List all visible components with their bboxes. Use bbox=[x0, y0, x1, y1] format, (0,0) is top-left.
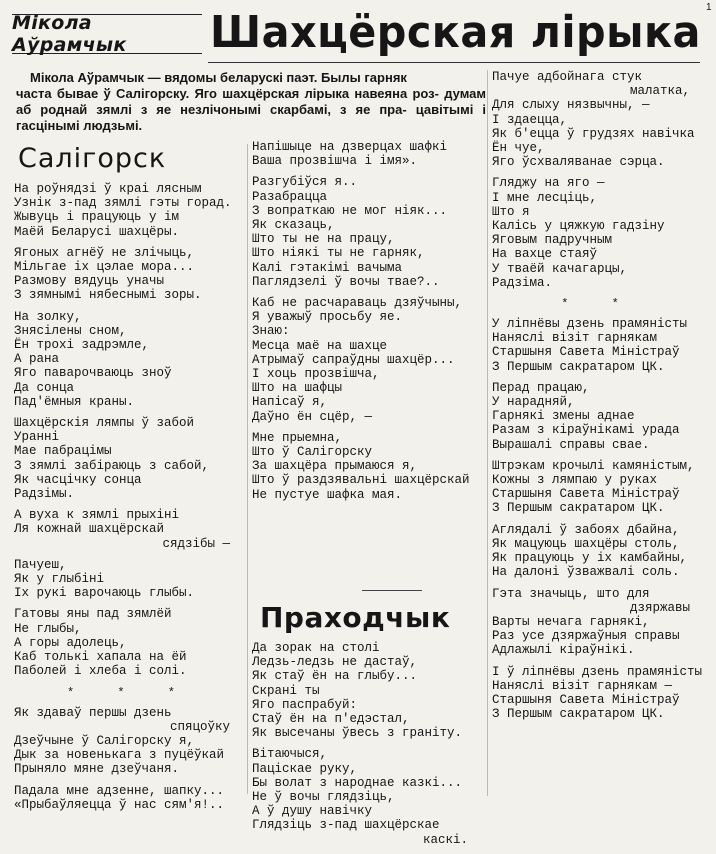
verse-line: На роўнядзі ў краі лясным bbox=[14, 182, 202, 196]
verse-line: Дзеўчыне ў Салігорску я, bbox=[14, 733, 195, 748]
section-stars: * * bbox=[561, 297, 637, 312]
verse-line: Мае пабрацімы bbox=[14, 444, 112, 459]
verse-line: На далоні ўзважвалі соль. bbox=[492, 565, 680, 580]
verse-line: каскі. bbox=[422, 832, 468, 847]
verse-line: З Першым сакратаром ЦК. bbox=[492, 501, 665, 516]
verse-line: З вопраткаю не мог ніяк... bbox=[252, 203, 448, 218]
verse-line: Не пустуе шафка мая. bbox=[252, 487, 403, 502]
verse-line: Як б'ецца ў грудзях навічка bbox=[492, 126, 695, 141]
verse-line: Старшыня Савета Міністраў bbox=[492, 692, 680, 707]
stanza bbox=[14, 558, 246, 601]
stanza bbox=[14, 246, 246, 303]
verse-line: Паціскае руку, bbox=[252, 761, 358, 776]
stanza bbox=[492, 381, 706, 452]
verse-line: Як у глыбіні bbox=[14, 572, 105, 587]
intro-line: цавітымі і гасцінымі людзьмі. bbox=[16, 102, 486, 133]
verse-line: Старшыня Савета Міністраў bbox=[492, 345, 680, 360]
verse-line: Каб не расчараваць дзяўчыны, bbox=[252, 296, 463, 311]
verse-line: Мільгае іх цэлае мора... bbox=[14, 260, 195, 275]
verse-line: Штрэкам крочылі камяністым, bbox=[492, 458, 695, 473]
verse-line: Падала мне адзенне, шапку... bbox=[14, 783, 225, 798]
stanza bbox=[492, 317, 706, 374]
verse-line: Старшыня Савета Міністраў bbox=[492, 487, 680, 502]
verse-line: Прыняло мяне дзеўчаня. bbox=[14, 762, 180, 777]
verse-line: Пачуе адбойнага стук bbox=[492, 70, 643, 84]
verse-line: Жывуць і працуюць у ім bbox=[14, 210, 180, 225]
verse-line: І здаецца, bbox=[492, 112, 568, 127]
verse-line: Адлажылі кіраўнікі. bbox=[492, 643, 635, 658]
verse-line: Калі гэтакімі вачыма bbox=[252, 260, 403, 275]
verse-line: Яго паварочваюць зноў bbox=[14, 366, 172, 381]
verse-line: Ледзь-ледзь не дастаў, bbox=[252, 655, 418, 670]
verse-line: Як працуюць у іх камбайны, bbox=[492, 551, 688, 566]
verse-line: І хоць прозвішча, bbox=[252, 367, 380, 382]
verse-line: Кожны з лямпаю у руках bbox=[492, 473, 658, 488]
verse-line: Радзімы. bbox=[14, 487, 75, 502]
stanza bbox=[252, 140, 484, 168]
verse-line: Што ў Салігорску bbox=[252, 445, 373, 460]
intro-paragraph bbox=[16, 70, 486, 134]
verse-line: Перад працаю, bbox=[492, 380, 590, 395]
verse-line: Іх рукі варочаюць глыбы. bbox=[14, 586, 195, 601]
verse-line: З Першым сакратаром ЦК. bbox=[492, 707, 665, 722]
verse-line: Напісаў я, bbox=[252, 395, 328, 410]
verse-line: Гэта значыць, што для bbox=[492, 586, 650, 601]
verse-line: Бы волат з народнае казкі... bbox=[252, 775, 463, 790]
author-name: Мікола Аўрамчык bbox=[12, 12, 127, 56]
verse-line: Што ў раздзявальні шахцёрскай bbox=[252, 473, 470, 488]
verse-line: У нарадняй, bbox=[492, 395, 575, 410]
verse-line: У твaёй качагарцы, bbox=[492, 261, 628, 276]
stanza bbox=[492, 98, 706, 169]
verse-line: І ў ліпнёвы дзень прамяністы bbox=[492, 664, 703, 679]
verse-line: А ў душу навічку bbox=[252, 804, 373, 819]
poem-column-right bbox=[492, 70, 706, 728]
stanza bbox=[14, 784, 246, 812]
verse-line: Скрані ты bbox=[252, 683, 320, 698]
verse-line: Да сонца bbox=[14, 380, 75, 395]
verse-line: Узнік з-пад зямлі гэты горад. bbox=[14, 196, 232, 211]
verse-line: Радзіма. bbox=[492, 275, 553, 290]
verse-line: Ён чуе, bbox=[492, 141, 545, 156]
page-number: 1 bbox=[706, 2, 712, 13]
author-byline bbox=[12, 14, 202, 54]
verse-line: Разабрацца bbox=[252, 189, 328, 204]
verse-line: Знаю: bbox=[252, 324, 290, 339]
verse-line: Што ты не на працу, bbox=[252, 232, 395, 247]
poem-continuation bbox=[252, 140, 484, 509]
verse-line: Разгубіўся я.. bbox=[252, 175, 358, 190]
verse-line: Яго паспрабуй: bbox=[252, 697, 358, 712]
verse-line: Глядзіць з-пад шахцёрскае bbox=[252, 818, 440, 833]
verse-line: З зямлі забіраюць з сабой, bbox=[14, 458, 210, 473]
verse-line: Гарнякі змены аднае bbox=[492, 409, 635, 424]
verse-line: Мне прыемна, bbox=[252, 430, 343, 445]
verse-line: Што ніякі ты не гарняк, bbox=[252, 246, 425, 261]
stanza bbox=[492, 523, 706, 580]
verse-line: Ля кожнай шахцёрскай bbox=[14, 522, 165, 537]
verse-line: Як часцічку сонца bbox=[14, 472, 142, 487]
verse-line: А вуха к зямлі прыхіні bbox=[14, 508, 180, 523]
stanza bbox=[492, 176, 706, 290]
verse-line: Як здаваў першы дзень bbox=[14, 705, 172, 720]
verse-line: Каліcь у цяжкую гадзіну bbox=[492, 219, 665, 234]
stanza bbox=[14, 607, 246, 678]
verse-line: Маёй Беларусі шахцёры. bbox=[14, 224, 180, 239]
verse-line: На золку, bbox=[14, 309, 82, 324]
verse-line: Гляджу на яго — bbox=[492, 176, 605, 191]
verse-line: Шахцёрскія лямпы ў забой bbox=[14, 416, 195, 431]
intro-line: Мікола Аўрамчык — вядомы беларускі паэт. Былы гарняк bbox=[30, 70, 407, 85]
stanza bbox=[14, 706, 246, 777]
verse-line: Паболей і хлеба і солі. bbox=[14, 664, 187, 679]
stanza bbox=[252, 747, 484, 846]
verse-line: Напішыце на дзверцах шафкі bbox=[252, 140, 448, 154]
column-divider bbox=[247, 144, 248, 794]
stanza bbox=[252, 296, 484, 424]
verse-line: Знясілены сном, bbox=[14, 323, 127, 338]
verse-line: Даўно ён сцёр, — bbox=[252, 409, 373, 424]
verse-line: Як мацуюць шахцёры столь, bbox=[492, 536, 680, 551]
verse-line: Я уважыў просьбу яе. bbox=[252, 310, 403, 325]
verse-line: За шахцёра прымаюся я, bbox=[252, 459, 418, 474]
verse-line: Не ў вочы глядзіць, bbox=[252, 790, 395, 805]
verse-line: сядзібы — bbox=[162, 536, 230, 551]
verse-line: Яго ўсхваляванае сэрца. bbox=[492, 155, 665, 170]
poem-saligorsk bbox=[14, 140, 246, 819]
verse-line: Як стаў ён на глыбу... bbox=[252, 669, 418, 684]
stanza bbox=[252, 641, 484, 740]
verse-line: Што на шафцы bbox=[252, 381, 343, 396]
verse-line: Размову вядуць уначы bbox=[14, 274, 165, 289]
verse-line: У ліпнёвы дзень прамяністы bbox=[492, 317, 688, 332]
poem-prakhodchyk bbox=[252, 590, 484, 854]
verse-line: Раз усе дзяржаўныя справы bbox=[492, 629, 680, 644]
verse-line: Вырашалі справы свае. bbox=[492, 437, 650, 452]
verse-line: Да зорак на столі bbox=[252, 641, 380, 655]
stanza bbox=[252, 431, 484, 502]
title-rule bbox=[208, 62, 700, 65]
section-rule bbox=[362, 590, 422, 591]
column-divider bbox=[487, 70, 488, 796]
section-stars: * * * bbox=[66, 685, 193, 700]
verse-line: Аглядалі ў забоях дбайна, bbox=[492, 522, 680, 537]
verse-line: А горы адолець, bbox=[14, 635, 127, 650]
verse-line: Каб толькі хапала на ёй bbox=[14, 650, 187, 665]
stanza bbox=[252, 175, 484, 289]
stanza bbox=[492, 587, 706, 615]
verse-line: малатка, bbox=[629, 84, 690, 99]
verse-line: З Першым сакратаром ЦК. bbox=[492, 359, 665, 374]
verse-line: Варты нечага гарнякі, bbox=[492, 614, 650, 629]
verse-line: Уранні bbox=[14, 430, 60, 445]
verse-line: Ваша прозвішча і імя». bbox=[252, 154, 418, 169]
verse-line: Пад'ёмныя краны. bbox=[14, 394, 135, 409]
stanza bbox=[14, 508, 246, 551]
verse-line: Стаў ён на п'едэстал, bbox=[252, 712, 410, 727]
verse-line: Вітаючыся, bbox=[252, 747, 328, 762]
intro-line: думам аб роднай зямлі з яе незлічонымі скарбамі, з яе пра- bbox=[16, 86, 486, 117]
verse-line: Што я bbox=[492, 204, 530, 219]
verse-line: Разам з кіраўнікамі урада bbox=[492, 423, 680, 438]
verse-line: Дык за новенькага з пуцёўкай bbox=[14, 748, 225, 763]
stanza bbox=[14, 416, 246, 501]
verse-line: «Прыбаўляецца ў нас сям'я!.. bbox=[14, 797, 225, 812]
verse-line: Як высечаны ўвесь з граніту. bbox=[252, 726, 463, 741]
stanza bbox=[492, 459, 706, 516]
verse-line: Ягоных агнёў не злічыць, bbox=[14, 245, 195, 260]
verse-line: Наняслі візіт гарнякам bbox=[492, 331, 658, 346]
verse-line: І мне лесціць, bbox=[492, 190, 598, 205]
verse-line: Ён трохі задрэмле, bbox=[14, 338, 150, 353]
verse-line: Паглядзелі ў вочы твае?.. bbox=[252, 274, 440, 289]
stanza bbox=[14, 310, 246, 409]
verse-line: Гатовы яны пад зямлёй bbox=[14, 607, 172, 622]
poem-title: Салігорск bbox=[18, 143, 167, 174]
stanza bbox=[14, 182, 246, 239]
stanza bbox=[492, 665, 706, 722]
verse-line: Не глыбы, bbox=[14, 621, 82, 636]
verse-line: Наняслі візіт гарнякам — bbox=[492, 678, 673, 693]
verse-line: спяцоўку bbox=[169, 719, 230, 734]
verse-line: Атрымаў сапраўдны шахцёр... bbox=[252, 352, 455, 367]
verse-line: Пачуеш, bbox=[14, 557, 67, 572]
stanza bbox=[492, 615, 706, 658]
verse-line: дзяржавы bbox=[629, 600, 690, 615]
verse-line: На вахце стаяў bbox=[492, 247, 598, 262]
verse-line: Для слыху нязвычны, — bbox=[492, 98, 650, 113]
intro-line: часта бывае ў Салігорску. Яго шахцёрская лірыка навеяна роз- bbox=[16, 86, 439, 101]
verse-line: Як сказаць, bbox=[252, 218, 335, 233]
poem-title: Праходчык bbox=[260, 601, 451, 634]
verse-line: Месца маё на шахце bbox=[252, 338, 388, 353]
verse-line: Яговым падручным bbox=[492, 233, 613, 248]
stanza bbox=[492, 70, 706, 98]
verse-line: З зямнымі нябеснымі зоры. bbox=[14, 288, 202, 303]
verse-line: А рана bbox=[14, 352, 60, 367]
page-title: Шахцёрская лірыка bbox=[210, 7, 701, 58]
